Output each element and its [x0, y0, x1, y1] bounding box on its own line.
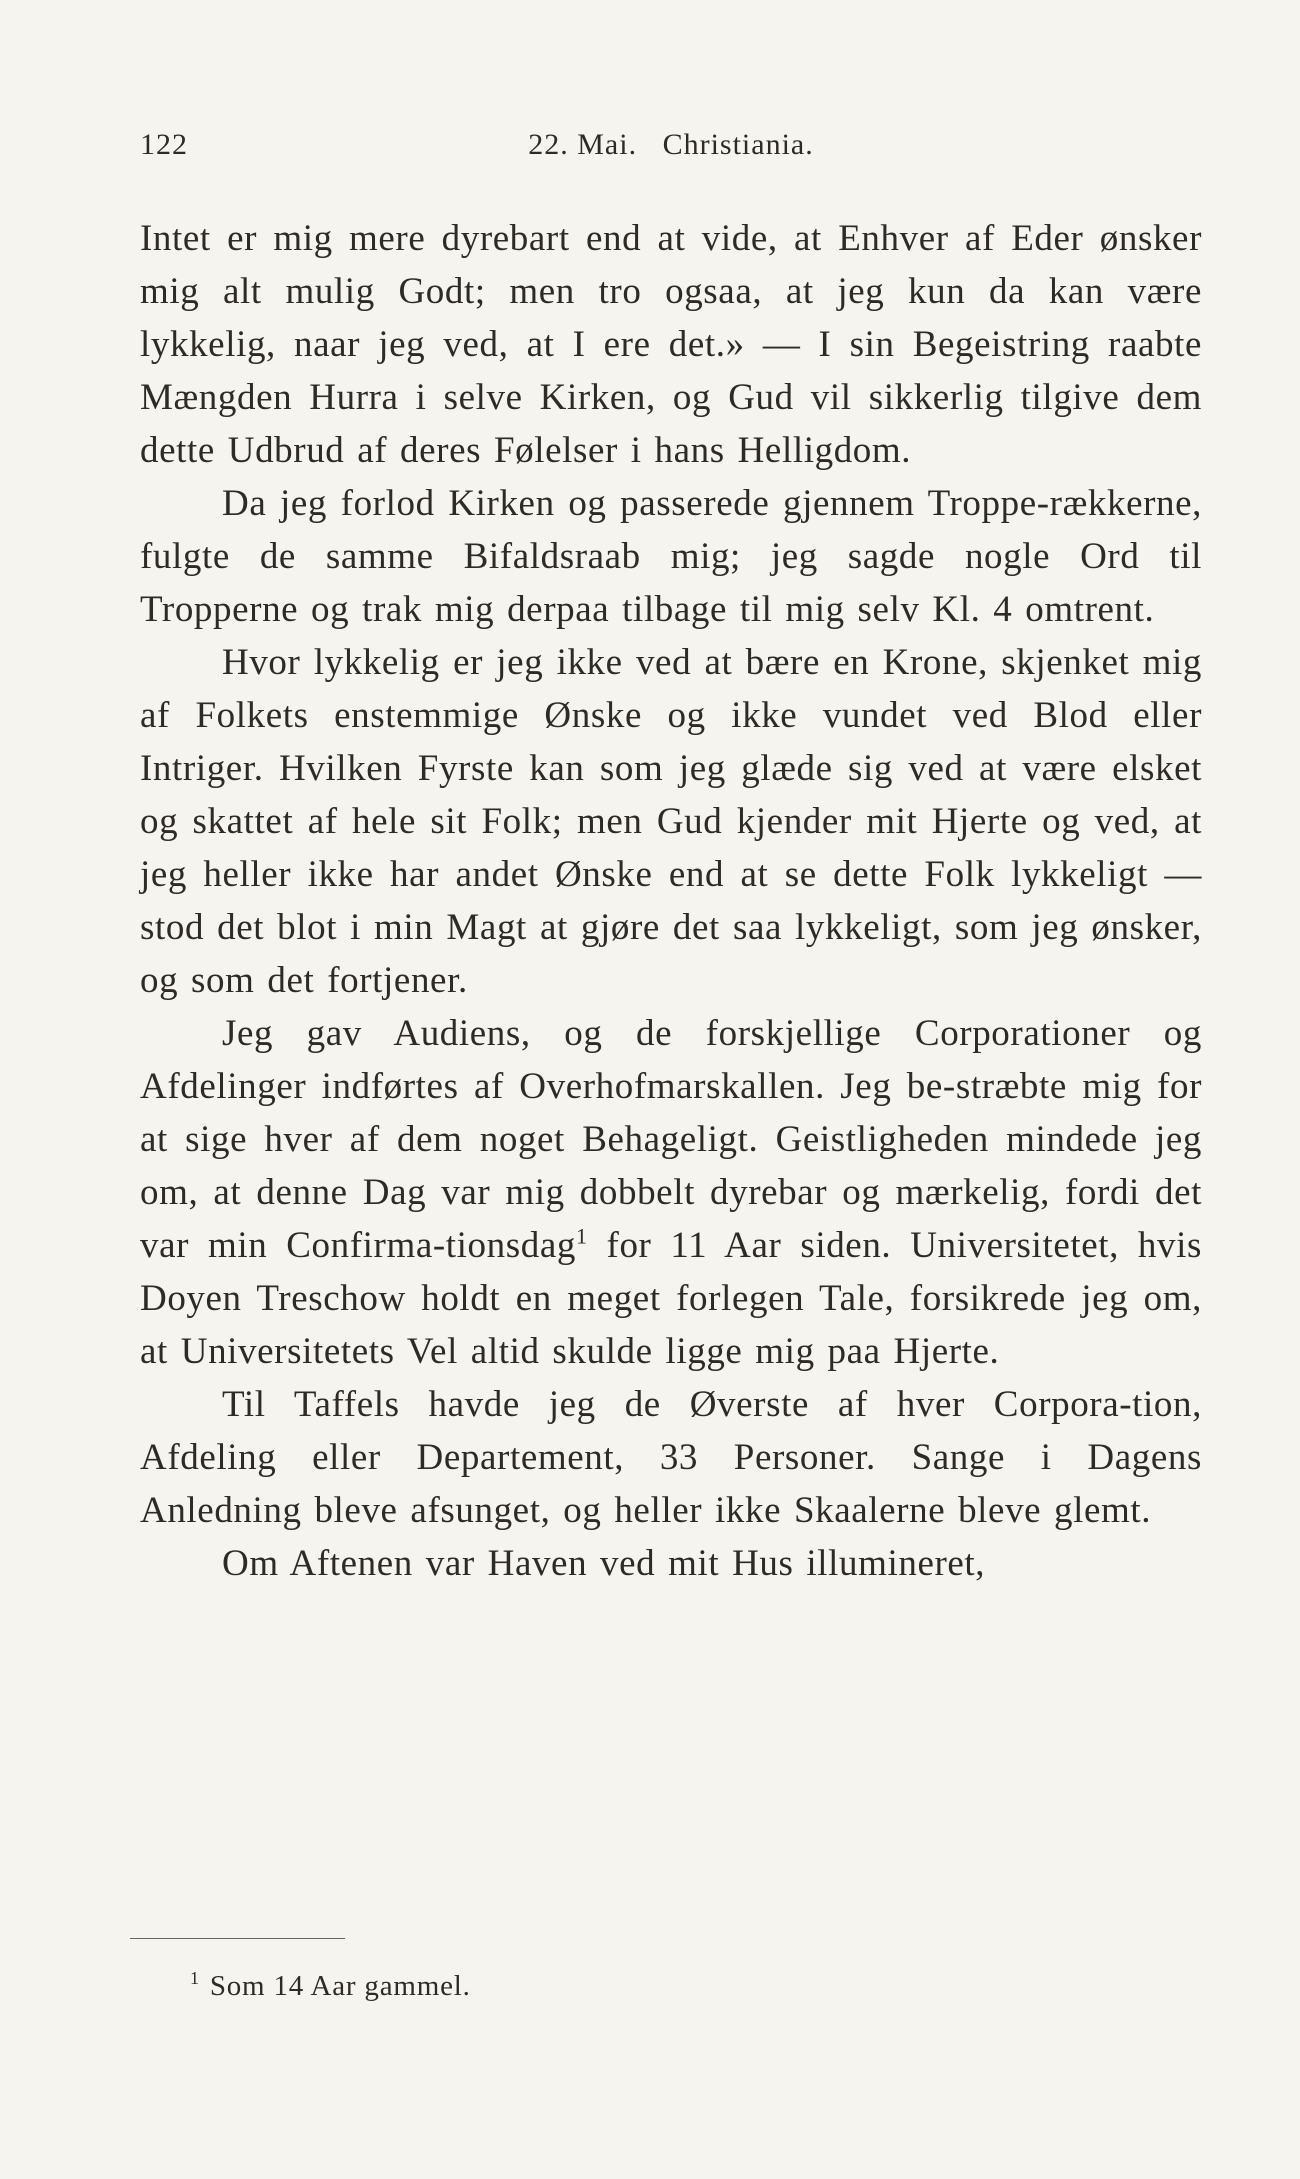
page-number: 122	[140, 128, 188, 161]
footnote-reference: 1	[575, 1223, 588, 1249]
footnote-mark: 1	[190, 1968, 200, 1989]
paragraph-5: Til Taffels havde jeg de Øverste af hver Corpora-tion, Afdeling eller Departement, 33 Personer. Sange i Dagens Anledning bleve afsunget, og heller ikke Skaalerne bleve glemt.	[140, 1384, 1202, 1531]
body-text	[140, 212, 1202, 1590]
footnote-text: Som 14 Aar gammel.	[209, 1970, 471, 2002]
running-head	[140, 128, 1202, 178]
paragraph-4	[140, 1007, 1202, 1378]
paragraph-3: Hvor lykkelig er jeg ikke ved at bære en Krone, skjenket mig af Folkets enstemmige Ønske og ikke vundet ved Blod eller Intriger. Hvilken Fyrste kan som jeg glæde sig ved at være elsket og skattet af hele sit Folk; men Gud kjender mit Hjerte og ved, at jeg heller ikke har andet Ønske end at se dette Folk lykkeligt — stod det blot i min Magt at gjøre det saa lykkeligt, som jeg ønsker, og som det fortjener.	[140, 642, 1202, 1001]
paragraph-4-part-2: for 11 Aar siden. Universitetet, hvis Doyen Treschow holdt en meget forlegen Tale, forsikrede jeg om, at Universitetets Vel altid skulde ligge mig paa Hjerte.	[140, 1225, 1202, 1372]
running-title: 22. Mai. Christiania.	[528, 128, 814, 161]
paragraph-2: Da jeg forlod Kirken og passerede gjennem Troppe-rækkerne, fulgte de samme Bifaldsraab mig; jeg sagde nogle Ord til Tropperne og trak mig derpaa tilbage til mig selv Kl. 4 omtrent.	[140, 483, 1202, 630]
paragraph-4-part-1: Jeg gav Audiens, og de forskjellige Corporationer og Afdelinger indførtes af Overhofmarskallen. Jeg be-stræbte mig for at sige hver af dem noget Behageligt. Geistligheden mindede jeg om, at denne Dag var mig dobbelt dyrebar og mærkelig, fordi det var min Confirma-tionsdag	[140, 1013, 1202, 1266]
paragraph-1: Intet er mig mere dyrebart end at vide, at Enhver af Eder ønsker mig alt mulig Godt; men tro ogsaa, at jeg kun da kan være lykkelig, naar jeg ved, at I ere det.» — I sin Begeistring raabte Mængden Hurra i selve Kirken, og Gud vil sikkerlig tilgive dem dette Udbrud af deres Følelser i hans Helligdom.	[140, 218, 1202, 471]
footnote	[190, 1970, 471, 2003]
footnote-divider	[130, 1938, 345, 1939]
paragraph-6: Om Aftenen var Haven ved mit Hus illumineret,	[222, 1543, 986, 1584]
